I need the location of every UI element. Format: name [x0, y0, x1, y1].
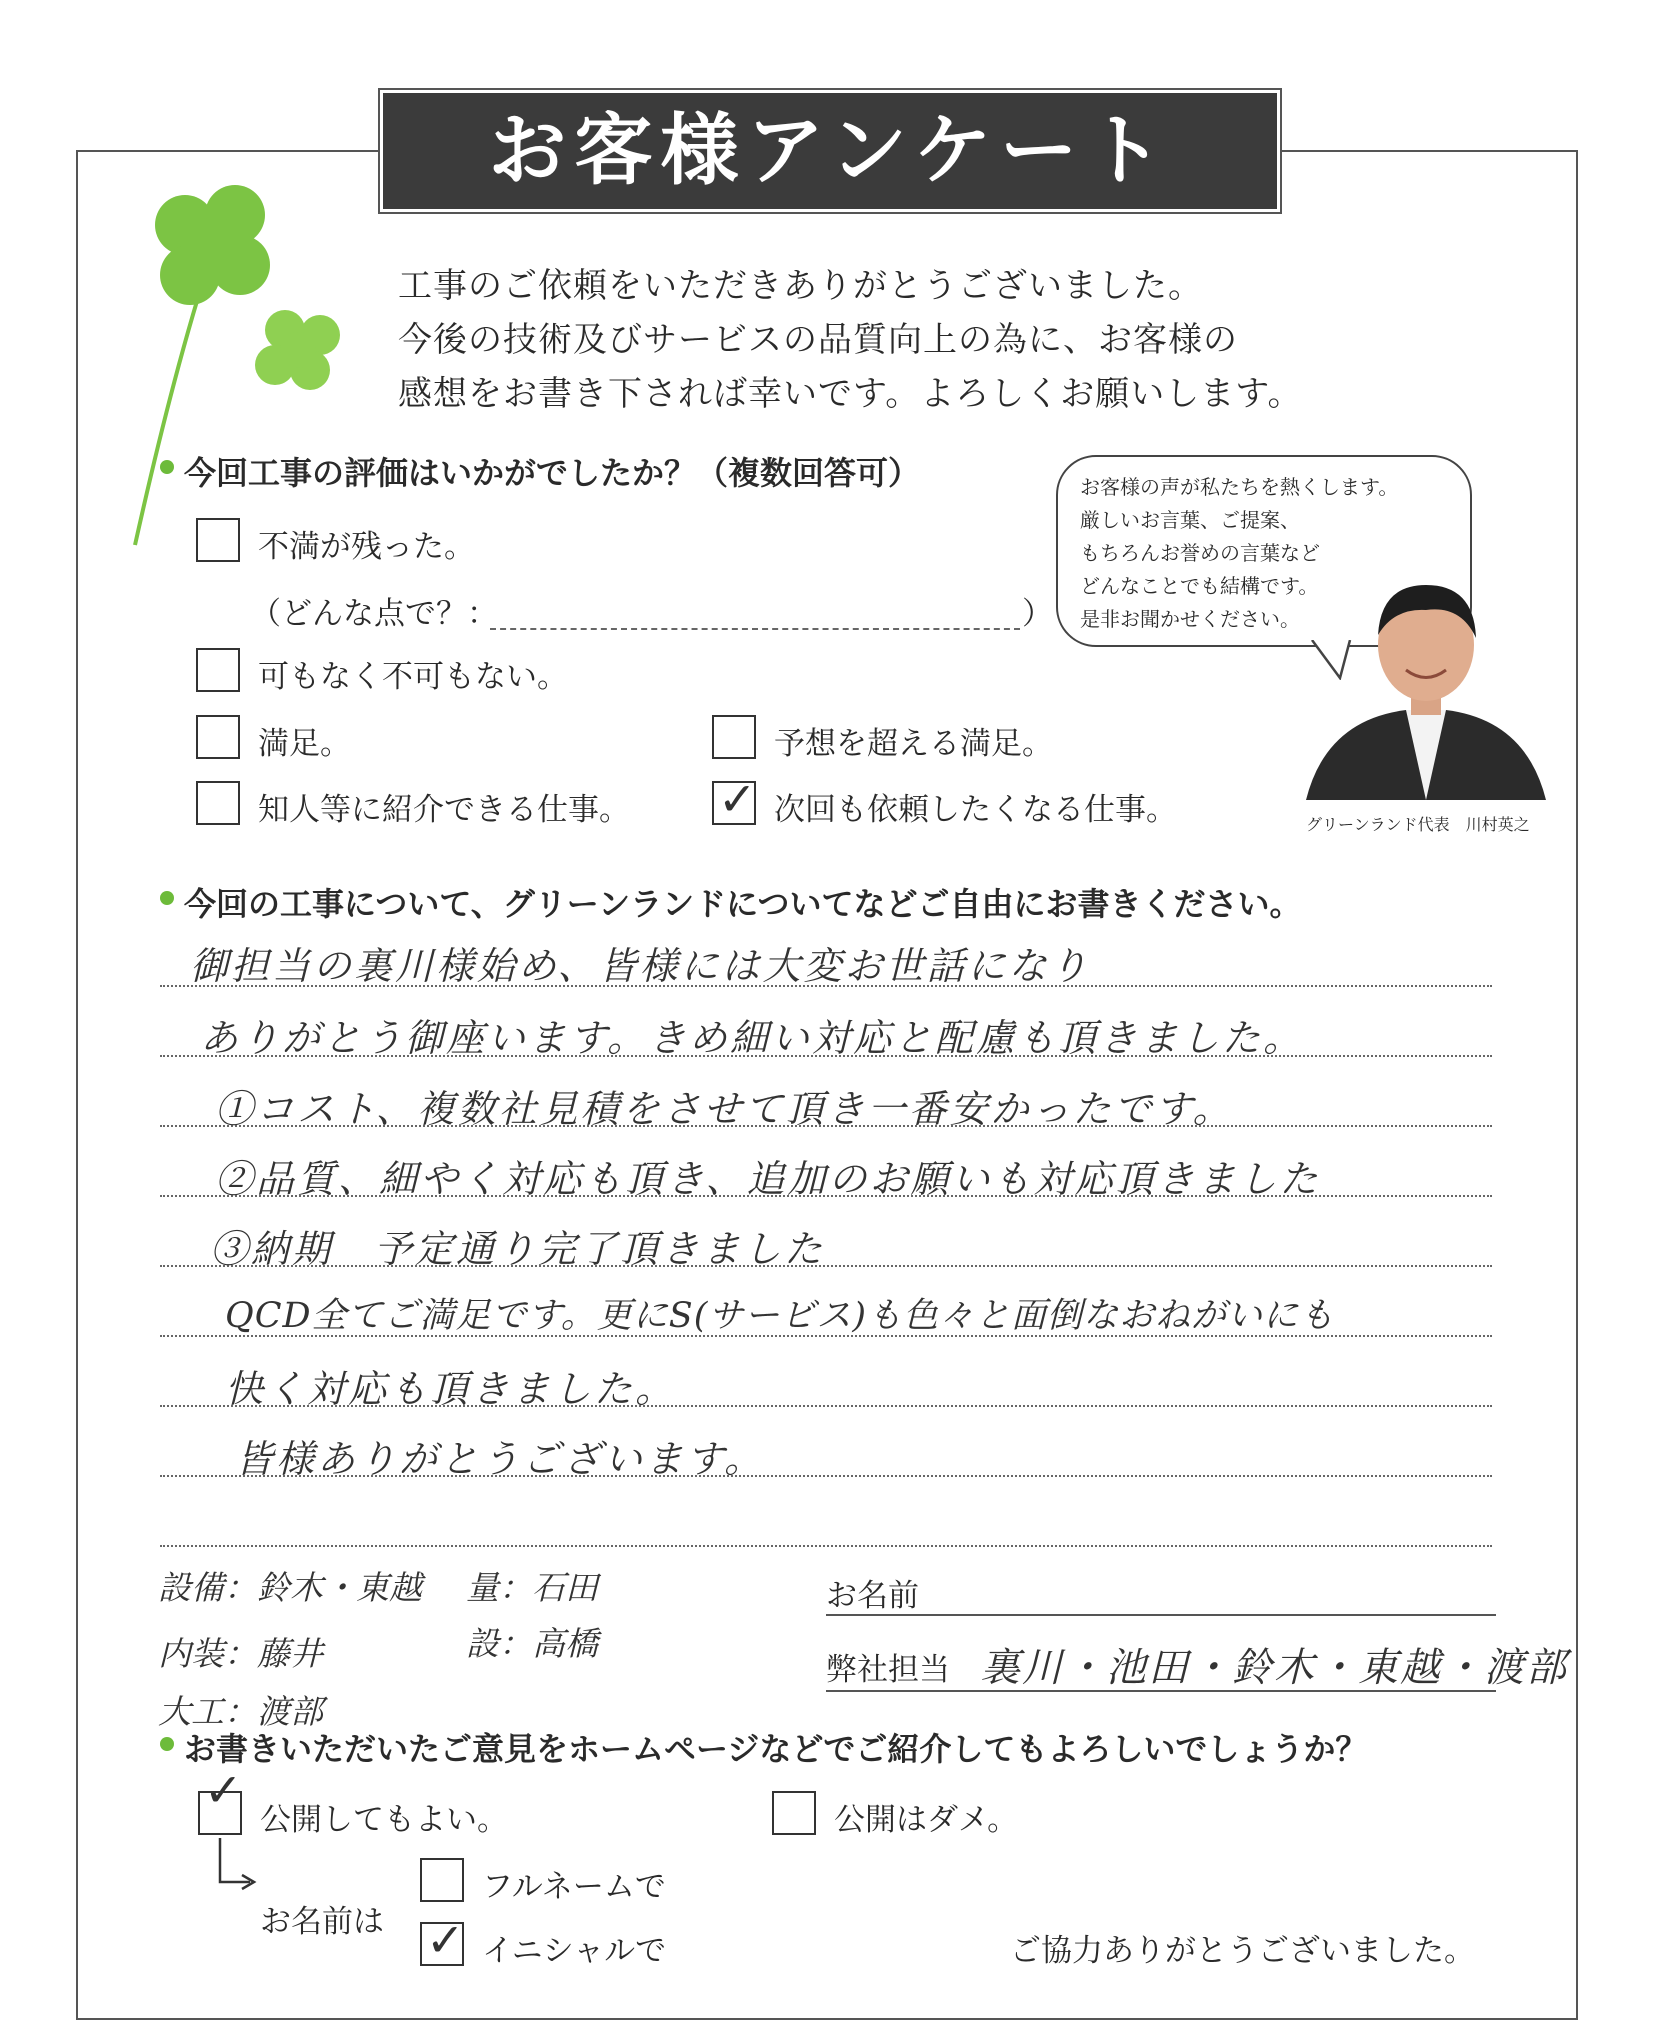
check-mark-icon: ✓: [204, 1763, 243, 1817]
opt-again-label: 次回も依頼したくなる仕事。: [774, 792, 1177, 828]
handwritten-line: 皆様ありがとうございます。: [235, 1437, 765, 1481]
staff-label: 弊社担当: [826, 1652, 950, 1688]
intro-line-3: 感想をお書き下されば幸いです。よろしくお願いします。: [398, 374, 1303, 414]
staff-note-interior: 内装：藤井: [158, 1634, 323, 1673]
page-title: お客様アンケート: [488, 106, 1172, 196]
staff-note-quantity: 量：石田: [466, 1568, 598, 1607]
opt-no-public-label: 公開はダメ。: [834, 1802, 1019, 1838]
opt-initial-label: イニシャルで: [482, 1933, 667, 1969]
clover-icon: [95, 165, 355, 565]
q2-title: 今回の工事について、グリーンランドについてなどご自由にお書きください。: [184, 885, 1302, 923]
opt-public-label: 公開してもよい。: [260, 1802, 508, 1838]
handwritten-line: ②品質、細やく対応も頂き、追加のお願いも対応頂きました: [215, 1157, 1321, 1201]
staff-note-carpenter: 大工：渡部: [158, 1692, 323, 1731]
opt-beyond-label: 予想を超える満足。: [774, 726, 1053, 762]
intro-line-2: 今後の技術及びサービスの品質向上の為に、お客様の: [398, 320, 1238, 360]
what-point-field[interactable]: [490, 628, 1020, 630]
checkbox-satisfied[interactable]: [196, 715, 240, 759]
q1-title: 今回工事の評価はいかがでしたか？（複数回答可）: [184, 454, 921, 492]
thanks-text: ご協力ありがとうございました。: [1010, 1933, 1475, 1969]
bubble-line: もちろんお誉めの言葉など: [1080, 541, 1320, 565]
name-is-label: お名前は: [260, 1904, 384, 1940]
staff-note-design: 設：高橋: [466, 1624, 598, 1663]
staff-note-equipment: 設備：鈴木・東越: [158, 1568, 422, 1607]
name-label: お名前: [826, 1578, 919, 1614]
handwritten-line: 御担当の裏川様始め、皆様には大変お世話になり: [190, 944, 1091, 988]
opt-recommend-label: 知人等に紹介できる仕事。: [258, 792, 630, 828]
staff-names: 裏川・池田・鈴木・東越・渡部: [980, 1645, 1568, 1691]
bubble-line: どんなことでも結構です。: [1080, 574, 1319, 598]
handwritten-line: ③納期 予定通り完了頂きました: [210, 1227, 826, 1271]
checkbox-beyond[interactable]: [712, 715, 756, 759]
handwritten-line: ①コスト、複数社見積をさせて頂き一番安かったです。: [215, 1087, 1234, 1131]
opt-satisfied-label: 満足。: [258, 726, 351, 762]
bullet-dot-icon: [160, 1737, 174, 1751]
handwritten-line: ありがとう御座います。きめ細い対応と配慮も頂きました。: [200, 1016, 1304, 1060]
bubble-line: お客様の声が私たちを熱くします。: [1080, 475, 1399, 499]
check-mark-icon: ✓: [718, 772, 757, 826]
q3-title: お書きいただいたご意見をホームページなどでご紹介してもよろしいでしょうか？: [184, 1730, 1368, 1768]
staff-field[interactable]: [826, 1690, 1496, 1692]
checkbox-no-public[interactable]: [772, 1791, 816, 1835]
checkbox-neutral[interactable]: [196, 648, 240, 692]
opt-fullname-label: フルネームで: [482, 1869, 666, 1905]
representative-caption: グリーンランド代表 川村英之: [1306, 815, 1530, 834]
name-field[interactable]: [826, 1614, 1496, 1616]
opt-neutral-label: 可もなく不可もない。: [258, 659, 568, 695]
bubble-line: 是非お聞かせください。: [1080, 607, 1300, 631]
bullet-dot-icon: [160, 891, 174, 905]
arrow-icon: [210, 1838, 260, 1898]
checkbox-dissatisfied[interactable]: [196, 518, 240, 562]
checkbox-recommend[interactable]: [196, 781, 240, 825]
bubble-line: 厳しいお言葉、ご提案、: [1080, 508, 1300, 532]
ruled-line: [160, 1545, 1492, 1547]
close-paren: ）: [1022, 596, 1053, 632]
check-mark-icon: ✓: [426, 1913, 465, 1967]
opt-dissatisfied-label: 不満が残った。: [258, 529, 475, 565]
handwritten-line: QCD全てご満足です。更にS(サービス)も色々と面倒なおねがいにも: [225, 1296, 1336, 1336]
checkbox-fullname[interactable]: [420, 1858, 464, 1902]
representative-photo: [1296, 560, 1556, 805]
what-point-label: （どんな点で？：: [250, 596, 498, 632]
intro-line-1: 工事のご依頼をいただきありがとうございました。: [398, 266, 1203, 306]
bullet-dot-icon: [160, 460, 174, 474]
handwritten-line: 快く対応も頂きました。: [225, 1367, 677, 1411]
